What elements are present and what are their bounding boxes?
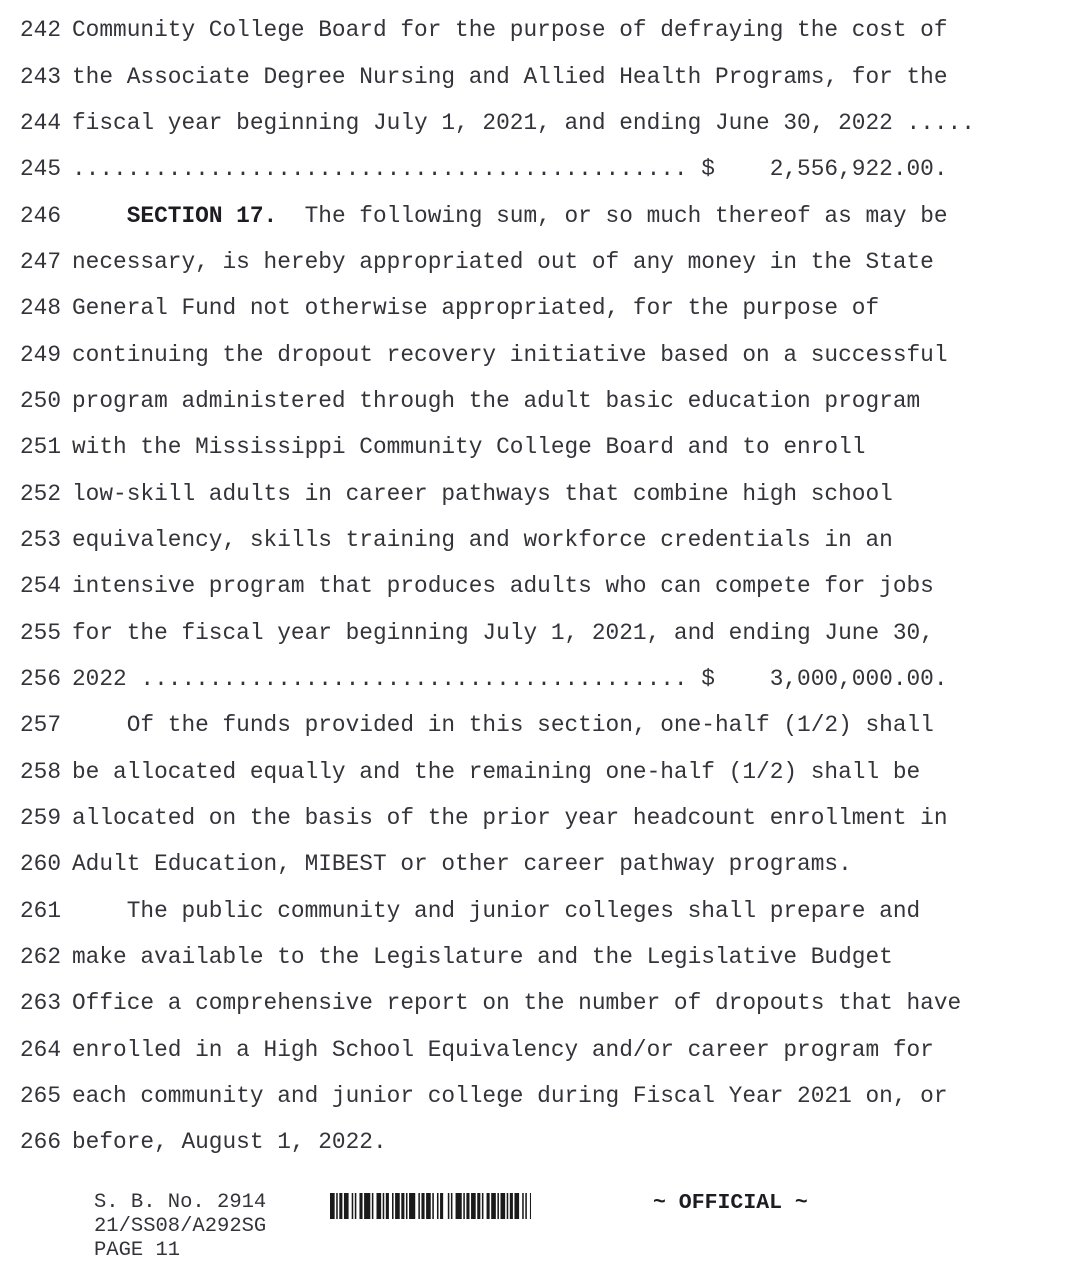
line-row (0, 841, 1072, 887)
line-row (0, 934, 1072, 980)
bill-number: S. B. No. 2914 (94, 1190, 267, 1214)
line-row (0, 53, 1072, 99)
line-row (0, 563, 1072, 609)
line-number: 257 (20, 712, 62, 739)
line-row (0, 470, 1072, 516)
line-row (0, 239, 1072, 285)
line-number: 247 (20, 248, 62, 275)
line-text: for the fiscal year beginning July 1, 2021, and ending June 30, (72, 619, 934, 646)
line-number: 258 (20, 758, 62, 785)
line-text: before, August 1, 2022. (72, 1129, 387, 1156)
line-number: 264 (20, 1036, 62, 1063)
line-number: 248 (20, 295, 62, 322)
line-number: 244 (20, 109, 62, 136)
line-number: 246 (20, 202, 62, 229)
line-text: ............................................. $ 2,556,922.00. (72, 156, 948, 183)
line-row (0, 749, 1072, 795)
line-text: The public community and junior colleges shall prepare and (72, 897, 921, 924)
line-text-segment: The following sum, or so much thereof as may be (277, 202, 948, 229)
line-row (0, 146, 1072, 192)
line-number: 253 (20, 526, 62, 553)
line-row (0, 980, 1072, 1026)
line-row (0, 1073, 1072, 1119)
footer-id-block (94, 1191, 330, 1263)
line-row (0, 1119, 1072, 1165)
line-number: 254 (20, 573, 62, 600)
line-number: 245 (20, 156, 62, 183)
bill-code: 21/SS08/A292SG (94, 1214, 267, 1238)
line-text: General Fund not otherwise appropriated, for the purpose of (72, 295, 880, 322)
line-row (0, 192, 1072, 238)
page-footer (0, 1191, 1072, 1263)
line-number: 252 (20, 480, 62, 507)
line-row (0, 656, 1072, 702)
official-stamp: ~ OFFICIAL ~ (653, 1190, 808, 1215)
line-number: 263 (20, 990, 62, 1017)
line-text: with the Mississippi Community College Board and to enroll (72, 434, 866, 461)
barcode (330, 1193, 531, 1219)
line-row (0, 100, 1072, 146)
line-text: Adult Education, MIBEST or other career pathway programs. (72, 851, 852, 878)
line-number: 265 (20, 1083, 62, 1110)
line-number: 260 (20, 851, 62, 878)
line-number: 261 (20, 897, 62, 924)
document-body (0, 7, 1072, 1166)
line-row (0, 1027, 1072, 1073)
line-text: fiscal year beginning July 1, 2021, and ending June 30, 2022 ..... (72, 109, 975, 136)
line-text: allocated on the basis of the prior year headcount enrollment in (72, 805, 948, 832)
line-number: 251 (20, 434, 62, 461)
line-row (0, 702, 1072, 748)
line-text: necessary, is hereby appropriated out of any money in the State (72, 248, 934, 275)
line-text (72, 203, 948, 229)
line-text: each community and junior college during Fiscal Year 2021 on, or (72, 1083, 948, 1110)
line-row (0, 517, 1072, 563)
line-row (0, 424, 1072, 470)
line-number: 250 (20, 387, 62, 414)
line-row (0, 378, 1072, 424)
line-number: 266 (20, 1129, 62, 1156)
line-row (0, 609, 1072, 655)
line-number: 262 (20, 944, 62, 971)
line-text: low-skill adults in career pathways that combine high school (72, 480, 893, 507)
line-text: the Associate Degree Nursing and Allied Health Programs, for the (72, 63, 948, 90)
line-number: 256 (20, 665, 62, 692)
line-text: equivalency, skills training and workforce credentials in an (72, 526, 893, 553)
line-text: continuing the dropout recovery initiative based on a successful (72, 341, 948, 368)
line-text: Community College Board for the purpose of defraying the cost of (72, 17, 948, 44)
line-text: 2022 ........................................ $ 3,000,000.00. (72, 665, 948, 692)
line-number: 259 (20, 805, 62, 832)
line-text: make available to the Legislature and the Legislative Budget (72, 944, 893, 971)
line-row (0, 331, 1072, 377)
line-text: Office a comprehensive report on the number of dropouts that have (72, 990, 962, 1017)
line-number: 242 (20, 17, 62, 44)
line-text: intensive program that produces adults who can compete for jobs (72, 573, 934, 600)
line-text: enrolled in a High School Equivalency and/or career program for (72, 1036, 934, 1063)
line-text: be allocated equally and the remaining one-half (1/2) shall be (72, 758, 921, 785)
line-row (0, 285, 1072, 331)
line-row (0, 7, 1072, 53)
line-text-segment (72, 203, 127, 229)
line-text: program administered through the adult basic education program (72, 387, 921, 414)
line-row (0, 888, 1072, 934)
line-text-bold-segment: SECTION 17. (126, 202, 278, 229)
line-text: Of the funds provided in this section, one-half (1/2) shall (72, 712, 934, 739)
page-number: PAGE 11 (94, 1238, 181, 1262)
line-number: 249 (20, 341, 62, 368)
line-row (0, 795, 1072, 841)
line-number: 243 (20, 63, 62, 90)
line-number: 255 (20, 619, 62, 646)
